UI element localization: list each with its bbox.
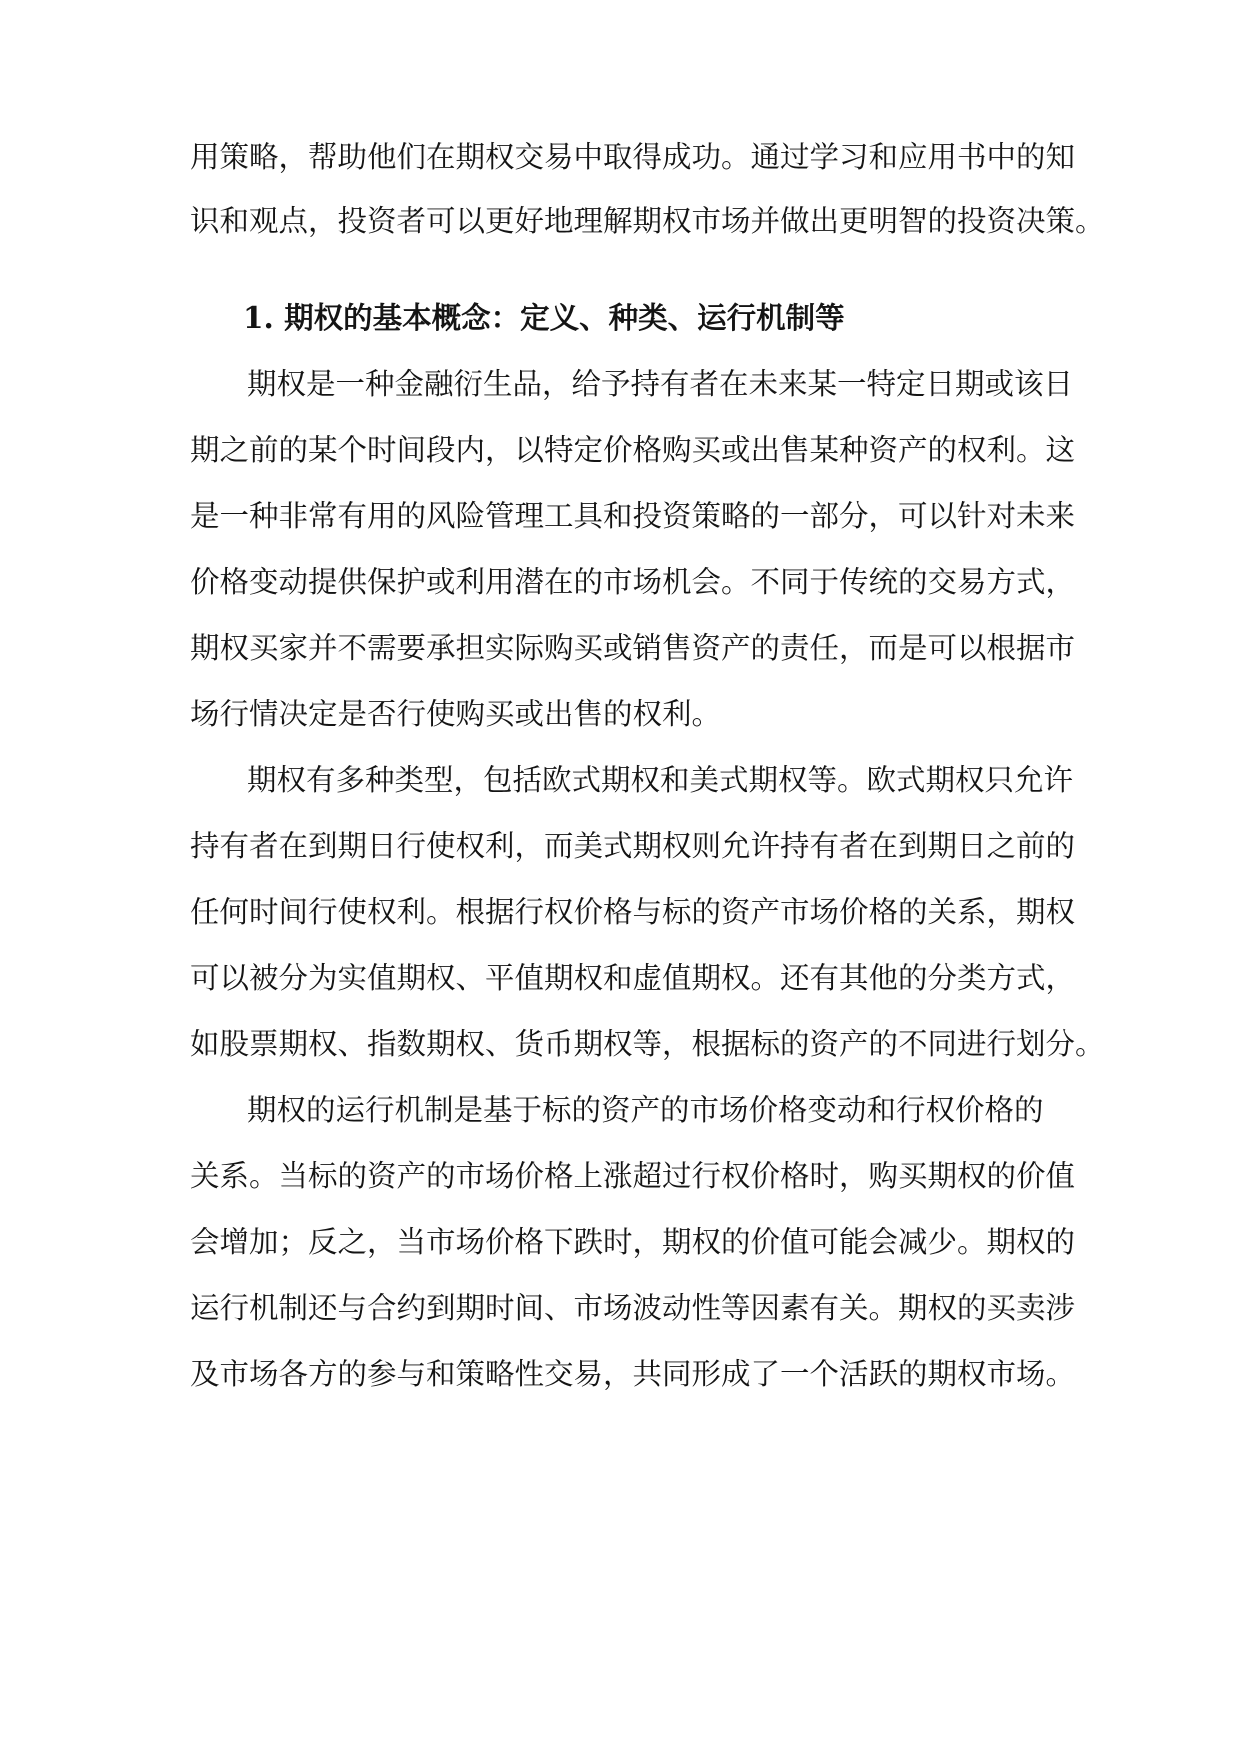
paragraph-line: 价格变动提供保护或利用潜在的市场机会。不同于传统的交易方式， — [190, 565, 1076, 599]
paragraph-line: 运行机制还与合约到期时间、市场波动性等因素有关。期权的买卖涉 — [190, 1291, 1076, 1325]
paragraph-line: 可以被分为实值期权、平值期权和虚值期权。还有其他的分类方式， — [190, 961, 1076, 995]
paragraph-line: 会增加；反之，当市场价格下跌时，期权的价值可能会减少。期权的 — [190, 1225, 1076, 1259]
intro-line: 识和观点，投资者可以更好地理解期权市场并做出更明智的投资决策。 — [190, 204, 1105, 238]
paragraph-line: 场行情决定是否行使购买或出售的权利。 — [190, 697, 722, 731]
paragraph-line: 期权买家并不需要承担实际购买或销售资产的责任，而是可以根据市 — [190, 631, 1076, 665]
paragraph-line: 任何时间行使权利。根据行权价格与标的资产市场价格的关系，期权 — [190, 895, 1076, 929]
paragraph-line: 持有者在到期日行使权利，而美式期权则允许持有者在到期日之前的 — [190, 829, 1076, 863]
paragraph-line: 是一种非常有用的风险管理工具和投资策略的一部分，可以针对未来 — [190, 499, 1076, 533]
paragraph-line: 期权有多种类型，包括欧式期权和美式期权等。欧式期权只允许 — [247, 763, 1074, 797]
paragraph-line: 及市场各方的参与和策略性交易，共同形成了一个活跃的期权市场。 — [190, 1357, 1076, 1391]
intro-line: 用策略，帮助他们在期权交易中取得成功。通过学习和应用书中的知 — [190, 140, 1076, 174]
paragraph-line: 如股票期权、指数期权、货币期权等，根据标的资产的不同进行划分。 — [190, 1027, 1105, 1061]
paragraph-line: 期之前的某个时间段内，以特定价格购买或出售某种资产的权利。这 — [190, 433, 1076, 467]
paragraph-line: 期权的运行机制是基于标的资产的市场价格变动和行权价格的 — [247, 1093, 1044, 1127]
section-heading: 1. 期权的基本概念：定义、种类、运行机制等 — [243, 300, 845, 335]
paragraph-line: 关系。当标的资产的市场价格上涨超过行权价格时，购买期权的价值 — [190, 1159, 1076, 1193]
paragraph-line: 期权是一种金融衍生品，给予持有者在未来某一特定日期或该日 — [247, 367, 1074, 401]
